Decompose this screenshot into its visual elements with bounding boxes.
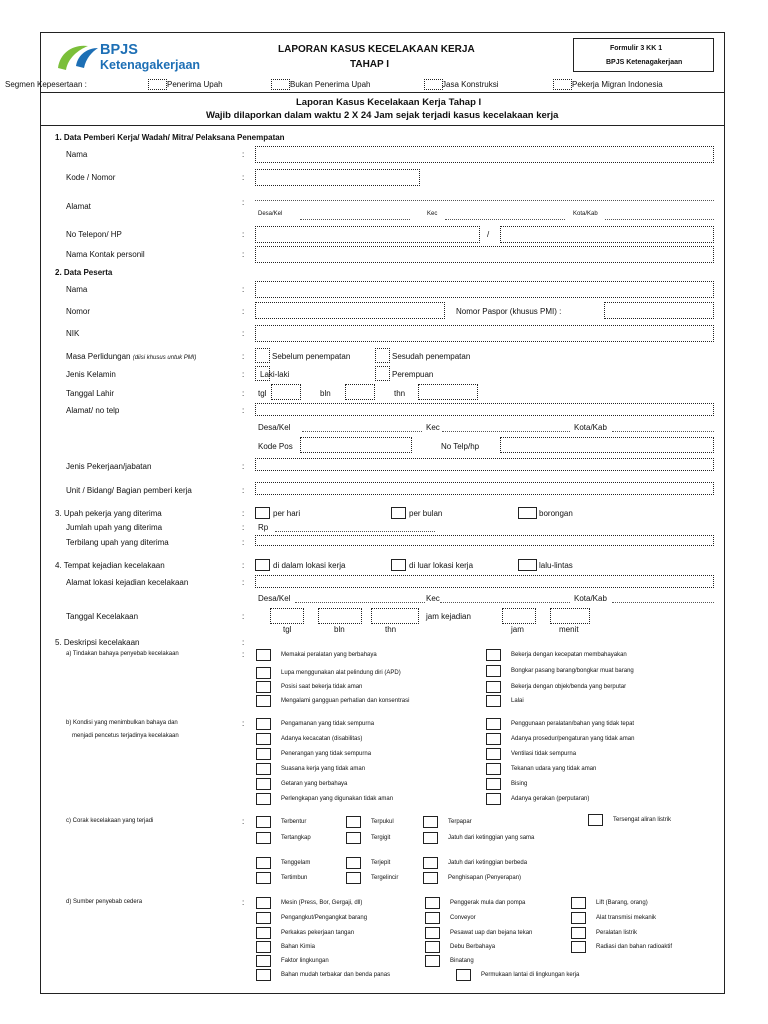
accident-type-option-checkbox[interactable]: [588, 814, 603, 826]
colon: :: [242, 173, 245, 182]
unsafe-condition-option-label: Penerangan yang tidak sempurna: [281, 751, 372, 757]
label-kota: Kota/Kab: [573, 211, 598, 217]
colon: :: [242, 612, 245, 621]
option-piecework: borongan: [539, 509, 573, 518]
incident-hour-input[interactable]: [502, 608, 536, 624]
label-gender: Jenis Kelamin: [66, 370, 116, 379]
segmen-option: Jasa Konstruksi: [442, 80, 499, 89]
incident-minute-input[interactable]: [550, 608, 590, 624]
employer-hp-input[interactable]: [500, 226, 714, 243]
participant-phone-input[interactable]: [500, 437, 714, 453]
injury-source-option-checkbox[interactable]: [456, 969, 471, 981]
injury-source-option-label: Bahan Kimia: [281, 944, 316, 950]
colon: :: [242, 198, 245, 207]
unsafe-condition-option-label: Tekanan udara yang tidak aman: [511, 766, 597, 772]
section-2-title: 2. Data Peserta: [55, 268, 113, 277]
form-title-stage: TAHAP I: [350, 59, 390, 70]
accident-type-option-checkbox[interactable]: [256, 872, 271, 884]
option-before-placement: Sebelum penempatan: [272, 352, 351, 361]
unsafe-act-option-checkbox[interactable]: [486, 681, 501, 693]
accident-type-option-checkbox[interactable]: [256, 832, 271, 844]
accident-type-option-checkbox[interactable]: [423, 857, 438, 869]
accident-type-option-checkbox[interactable]: [423, 816, 438, 828]
accident-type-option-label: Tergigit: [371, 835, 391, 841]
colon: :: [242, 898, 245, 907]
colon: :: [242, 285, 245, 294]
unsafe-condition-option-checkbox[interactable]: [486, 763, 501, 775]
section-1-title: 1. Data Pemberi Kerja/ Wadah/ Mitra/ Pelaksana Penempatan: [55, 133, 285, 142]
checkbox-piecework[interactable]: [518, 507, 537, 519]
label-contact-person: Nama Kontak personil: [66, 250, 145, 259]
accident-type-option-checkbox[interactable]: [346, 816, 361, 828]
label-kota: Kota/Kab: [574, 594, 607, 603]
employer-desa-line[interactable]: [300, 219, 410, 220]
unsafe-act-option-label: Bekerja dengan kecepatan membahayakan: [511, 652, 627, 658]
accident-type-option-checkbox[interactable]: [423, 832, 438, 844]
colon: :: [242, 523, 245, 532]
protection-label: Masa Perlidungan: [66, 352, 131, 361]
accident-type-option-label: Tertangkap: [281, 835, 311, 841]
unsafe-condition-option-checkbox[interactable]: [256, 733, 271, 745]
label-kec: Kec: [426, 594, 440, 603]
birth-year-input[interactable]: [418, 384, 478, 400]
injury-source-option-label: Alat transmisi mekanik: [596, 915, 657, 921]
colon: :: [242, 370, 245, 379]
injury-source-option-checkbox[interactable]: [425, 897, 440, 909]
label-thn: thn: [394, 389, 406, 398]
label-desa: Desa/Kel: [258, 211, 283, 217]
segmen-option: Bukan Penerima Upah: [290, 80, 371, 89]
segmen-checkbox-bukan-penerima-upah[interactable]: [271, 79, 290, 90]
unsafe-condition-option-checkbox[interactable]: [256, 748, 271, 760]
label-5a: a) Tindakan bahaya penyebab kecelakaan: [66, 651, 179, 657]
employer-phone-input[interactable]: [255, 226, 480, 243]
injury-source-option-label: Permukaan lantai di lingkungan kerja: [481, 972, 580, 978]
birth-month-input[interactable]: [345, 384, 375, 400]
participant-kota-line[interactable]: [612, 431, 714, 432]
unsafe-condition-option-label: Adanya prosedur/pengaturan yang tidak aman: [511, 736, 635, 742]
form-org: BPJS Ketenagakerjaan: [606, 59, 683, 66]
postal-code-input[interactable]: [300, 437, 412, 453]
unsafe-act-option-label: Posisi saat bekerja tidak aman: [281, 684, 363, 690]
label-incident-address: Alamat lokasi kejadian kecelakaan: [66, 578, 189, 587]
unsafe-act-option-checkbox[interactable]: [256, 649, 271, 661]
accident-type-option-checkbox[interactable]: [256, 857, 271, 869]
divider: [40, 92, 725, 93]
unsafe-condition-option-checkbox[interactable]: [486, 778, 501, 790]
colon: :: [242, 250, 245, 259]
employer-kec-line[interactable]: [445, 219, 565, 220]
label-participant-phone: No Telp/hp: [441, 442, 480, 451]
accident-type-option-label: Terpapar: [448, 819, 472, 825]
colon: :: [242, 538, 245, 547]
injury-source-option-label: Binatang: [450, 958, 474, 964]
unsafe-act-option-label: Memakai peralatan yang berbahaya: [281, 652, 377, 658]
birth-day-input[interactable]: [271, 384, 301, 400]
injury-source-option-checkbox[interactable]: [425, 927, 440, 939]
form-code-box: [573, 38, 714, 72]
injury-source-option-label: Peralatan listrik: [596, 930, 638, 936]
injury-source-option-checkbox[interactable]: [256, 927, 271, 939]
accident-type-option-label: Jatuh dari ketinggian yang sama: [448, 835, 535, 841]
label-kec: Kec: [426, 423, 440, 432]
colon: :: [242, 509, 245, 518]
unsafe-act-option-checkbox[interactable]: [256, 681, 271, 693]
label-bln: bln: [320, 389, 331, 398]
label-kec: Kec: [427, 211, 438, 217]
accident-type-option-checkbox[interactable]: [346, 832, 361, 844]
label-employer-name: Nama: [66, 150, 88, 159]
passport-input[interactable]: [604, 302, 714, 319]
unsafe-condition-option-label: Ventilasi tidak sempurna: [511, 751, 577, 757]
employer-code-input[interactable]: [255, 169, 420, 186]
colon: :: [242, 719, 245, 728]
label-passport: Nomor Paspor (khusus PMI) :: [456, 307, 562, 316]
unsafe-condition-option-checkbox[interactable]: [486, 718, 501, 730]
participant-number-input[interactable]: [255, 302, 445, 319]
accident-type-option-label: Terpukul: [371, 819, 394, 825]
wage-words-input[interactable]: [255, 535, 714, 546]
checkbox-after-placement[interactable]: [375, 348, 390, 363]
incident-kec-line[interactable]: [440, 602, 570, 603]
protection-note: (diisi khusus untuk PMI): [132, 355, 197, 361]
participant-name-input[interactable]: [255, 281, 714, 298]
unsafe-condition-option-checkbox[interactable]: [486, 748, 501, 760]
colon: :: [242, 486, 245, 495]
option-outside-workplace: di luar lokasi kerja: [409, 561, 474, 570]
injury-source-option-checkbox[interactable]: [425, 912, 440, 924]
checkbox-before-placement[interactable]: [255, 348, 270, 363]
incident-day-input[interactable]: [270, 608, 304, 624]
label-bln: bln: [334, 625, 345, 634]
participant-desa-line[interactable]: [302, 431, 422, 432]
wage-amount-line[interactable]: [275, 531, 435, 532]
unsafe-act-option-checkbox[interactable]: [486, 665, 501, 677]
accident-type-option-label: Tergelincir: [371, 875, 399, 881]
injury-source-option-label: Pengangkut/Pengangkat barang: [281, 915, 368, 921]
participant-kec-line[interactable]: [442, 431, 570, 432]
colon: :: [242, 638, 245, 647]
label-jam: jam: [511, 625, 524, 634]
employer-kota-line[interactable]: [605, 219, 714, 220]
option-inside-workplace: di dalam lokasi kerja: [273, 561, 346, 570]
accident-type-option-label: Tersengat aliran listrik: [613, 817, 672, 823]
checkbox-traffic[interactable]: [518, 559, 537, 571]
employer-name-input[interactable]: [255, 146, 714, 163]
unsafe-condition-option-label: Adanya gerakan (perputaran): [511, 796, 590, 802]
unsafe-act-option-label: Lupa menggunakan alat pelindung diri (APD): [281, 670, 401, 676]
label-5d: d) Sumber penyebab cedera: [66, 899, 143, 905]
unsafe-condition-option-label: Getaran yang berbahaya: [281, 781, 348, 787]
colon: :: [242, 578, 245, 587]
option-traffic: lalu-lintas: [539, 561, 573, 570]
injury-source-option-checkbox[interactable]: [256, 912, 271, 924]
unsafe-condition-option-label: Bising: [511, 781, 528, 787]
contact-person-input[interactable]: [255, 246, 714, 263]
unsafe-condition-option-label: Suasana kerja yang tidak aman: [281, 766, 366, 772]
colon: :: [242, 230, 245, 239]
injury-source-option-checkbox[interactable]: [425, 955, 440, 967]
unsafe-act-option-label: Bongkar pasang barang/bongkar muat barang: [511, 668, 634, 674]
injury-source-option-checkbox[interactable]: [571, 927, 586, 939]
injury-source-option-checkbox[interactable]: [256, 955, 271, 967]
colon: :: [242, 817, 245, 826]
injury-source-option-checkbox[interactable]: [425, 941, 440, 953]
label-5c: c) Corak kecelakaan yang terjadi: [66, 818, 154, 824]
label-tgl: tgl: [258, 389, 267, 398]
segmen-checkbox-penerima-upah[interactable]: [148, 79, 167, 90]
form-title: LAPORAN KASUS KECELAKAAN KERJA: [278, 44, 475, 55]
injury-source-option-checkbox[interactable]: [256, 897, 271, 909]
label-rp: Rp: [258, 523, 269, 532]
injury-source-option-checkbox[interactable]: [571, 912, 586, 924]
unsafe-condition-option-checkbox[interactable]: [486, 793, 501, 805]
unsafe-act-option-checkbox[interactable]: [486, 649, 501, 661]
colon: :: [242, 650, 245, 659]
injury-source-option-label: Pesawat uap dan bejana tekan: [450, 930, 533, 936]
logo-text-top: BPJS: [100, 42, 138, 58]
colon: :: [242, 406, 245, 415]
unsafe-condition-option-checkbox[interactable]: [256, 778, 271, 790]
checkbox-per-month[interactable]: [391, 507, 406, 519]
label-tgl: tgl: [283, 625, 292, 634]
injury-source-option-label: Perkakas pekerjaan tangan: [281, 930, 355, 936]
unsafe-condition-option-checkbox[interactable]: [256, 793, 271, 805]
segmen-checkbox-pekerja-migran[interactable]: [553, 79, 572, 90]
colon: :: [242, 352, 245, 361]
colon: :: [242, 150, 245, 159]
label-incident-date: Tanggal Kecelakaan: [66, 612, 139, 621]
unsafe-condition-option-label: Pengamanan yang tidak sempurna: [281, 721, 375, 727]
subtitle-deadline: Wajib dilaporkan dalam waktu 2 X 24 Jam sejak terjadi kasus kecelakaan kerja: [206, 110, 559, 121]
unsafe-act-option-checkbox[interactable]: [256, 667, 271, 679]
accident-type-option-label: Terbentur: [281, 819, 307, 825]
injury-source-option-checkbox[interactable]: [571, 897, 586, 909]
segmen-option: Penerima Upah: [167, 80, 223, 89]
segmen-option: Pekerja Migran Indonesia: [572, 80, 663, 89]
accident-type-option-label: Tertimbun: [281, 875, 308, 881]
unsafe-act-option-label: Bekerja dengan objek/benda yang berputar: [511, 684, 627, 690]
label-employer-phone: No Telepon/ HP: [66, 230, 122, 239]
section-4-title: 4. Tempat kejadian kecelakaan: [55, 561, 165, 570]
segmen-label: Segmen Kepesertaan :: [5, 80, 87, 89]
label-wage-amount: Jumlah upah yang diterima: [66, 523, 163, 532]
accident-type-option-label: Tenggelam: [281, 860, 311, 866]
participant-address-input[interactable]: [255, 403, 714, 416]
label-unit: Unit / Bidang/ Bagian pemberi kerja: [66, 486, 192, 495]
unsafe-condition-option-checkbox[interactable]: [256, 718, 271, 730]
label-5b-line2: menjadi pencetus terjadinya kecelakaan: [72, 733, 179, 739]
logo-leaf-icon: [54, 38, 100, 74]
unsafe-act-option-checkbox[interactable]: [256, 695, 271, 707]
unsafe-condition-option-label: Perlengkapan yang digunakan tidak aman: [281, 796, 394, 802]
injury-source-option-checkbox[interactable]: [256, 941, 271, 953]
section-3-title: 3. Upah pekerja yang diterima: [55, 509, 162, 518]
nik-input[interactable]: [255, 325, 714, 342]
label-employer-address: Alamat: [66, 202, 91, 211]
divider: [40, 125, 725, 126]
form-code: Formulir 3 KK 1: [610, 45, 663, 52]
logo-text-bottom: Ketenagakerjaan: [100, 58, 201, 72]
unsafe-act-option-label: Lalai: [511, 698, 524, 704]
accident-type-option-label: Terjepit: [371, 860, 391, 866]
injury-source-option-checkbox[interactable]: [256, 969, 271, 981]
injury-source-option-label: Bahan mudah terbakar dan benda panas: [281, 972, 391, 978]
injury-source-option-label: Conveyor: [450, 915, 476, 921]
accident-type-option-label: Penghisapan (Penyerapan): [448, 875, 522, 881]
injury-source-option-label: Faktor lingkungan: [281, 958, 329, 964]
label-thn: thn: [385, 625, 397, 634]
employer-address-line[interactable]: [255, 200, 714, 201]
option-after-placement: Sesudah penempatan: [392, 352, 471, 361]
section-5-title: 5. Deskripsi kecelakaan: [55, 638, 140, 647]
colon: :: [242, 561, 245, 570]
option-per-month: per bulan: [409, 509, 443, 518]
colon: :: [242, 389, 245, 398]
bpjs-logo: [54, 38, 254, 74]
label-birth-date: Tanggal Lahir: [66, 389, 115, 398]
label-postal-code: Kode Pos: [258, 442, 293, 451]
injury-source-option-label: Mesin (Press, Bor, Gergaji, dll): [281, 900, 363, 906]
label-participant-name: Nama: [66, 285, 88, 294]
label-menit: menit: [559, 625, 579, 634]
accident-type-option-checkbox[interactable]: [423, 872, 438, 884]
label-protection-period: [66, 353, 196, 361]
subtitle: Laporan Kasus Kecelakaan Kerja Tahap I: [296, 97, 482, 108]
checkbox-per-day[interactable]: [255, 507, 270, 519]
accident-type-option-checkbox[interactable]: [256, 816, 271, 828]
incident-month-input[interactable]: [318, 608, 362, 624]
label-kota: Kota/Kab: [574, 423, 607, 432]
colon: :: [242, 307, 245, 316]
label-participant-number: Nomor: [66, 307, 91, 316]
label-job: Jenis Pekerjaan/jabatan: [66, 462, 152, 471]
segmen-checkbox-jasa-konstruksi[interactable]: [424, 79, 443, 90]
label-5b-line1: b) Kondisi yang menimbulkan bahaya dan: [66, 720, 178, 726]
accident-type-option-checkbox[interactable]: [346, 857, 361, 869]
accident-type-option-label: Jatuh dari ketinggian berbeda: [448, 860, 528, 866]
option-per-day: per hari: [273, 509, 301, 518]
unit-input[interactable]: [255, 482, 714, 495]
option-male: Laki-laki: [260, 370, 290, 379]
incident-address-input[interactable]: [255, 575, 714, 588]
label-wage-words: Terbilang upah yang diterima: [66, 538, 169, 547]
incident-kota-line[interactable]: [612, 602, 714, 603]
label-incident-time: jam kejadian: [426, 612, 471, 621]
unsafe-condition-option-label: Adanya kecacatan (disabilitas): [281, 736, 363, 742]
colon: :: [242, 329, 245, 338]
unsafe-condition-option-checkbox[interactable]: [256, 763, 271, 775]
unsafe-condition-option-label: Penggunaan peralatan/bahan yang tidak tepat: [511, 721, 635, 727]
label-nik: NIK: [66, 329, 80, 338]
injury-source-option-checkbox[interactable]: [571, 941, 586, 953]
incident-desa-line[interactable]: [295, 602, 425, 603]
checkbox-inside-workplace[interactable]: [255, 559, 270, 571]
unsafe-condition-option-checkbox[interactable]: [486, 733, 501, 745]
injury-source-option-label: Debu Berbahaya: [450, 944, 496, 950]
label-desa: Desa/Kel: [258, 594, 291, 603]
injury-source-option-label: Penggerak mula dan pompa: [450, 900, 526, 906]
label-employer-code: Kode / Nomor: [66, 173, 116, 182]
label-desa: Desa/Kel: [258, 423, 291, 432]
injury-source-option-label: Lift (Barang, orang): [596, 900, 648, 906]
phone-slash: /: [487, 230, 490, 239]
option-female: Perempuan: [392, 370, 434, 379]
injury-source-option-label: Radiasi dan bahan radioaktif: [596, 944, 673, 950]
unsafe-act-option-label: Mengalami gangguan perhatian dan konsentrasi: [281, 698, 410, 704]
job-input[interactable]: [255, 458, 714, 471]
label-participant-address: Alamat/ no telp: [66, 406, 120, 415]
unsafe-act-option-checkbox[interactable]: [486, 695, 501, 707]
accident-type-option-checkbox[interactable]: [346, 872, 361, 884]
colon: :: [242, 462, 245, 471]
checkbox-female[interactable]: [375, 366, 390, 381]
incident-year-input[interactable]: [371, 608, 419, 624]
checkbox-outside-workplace[interactable]: [391, 559, 406, 571]
